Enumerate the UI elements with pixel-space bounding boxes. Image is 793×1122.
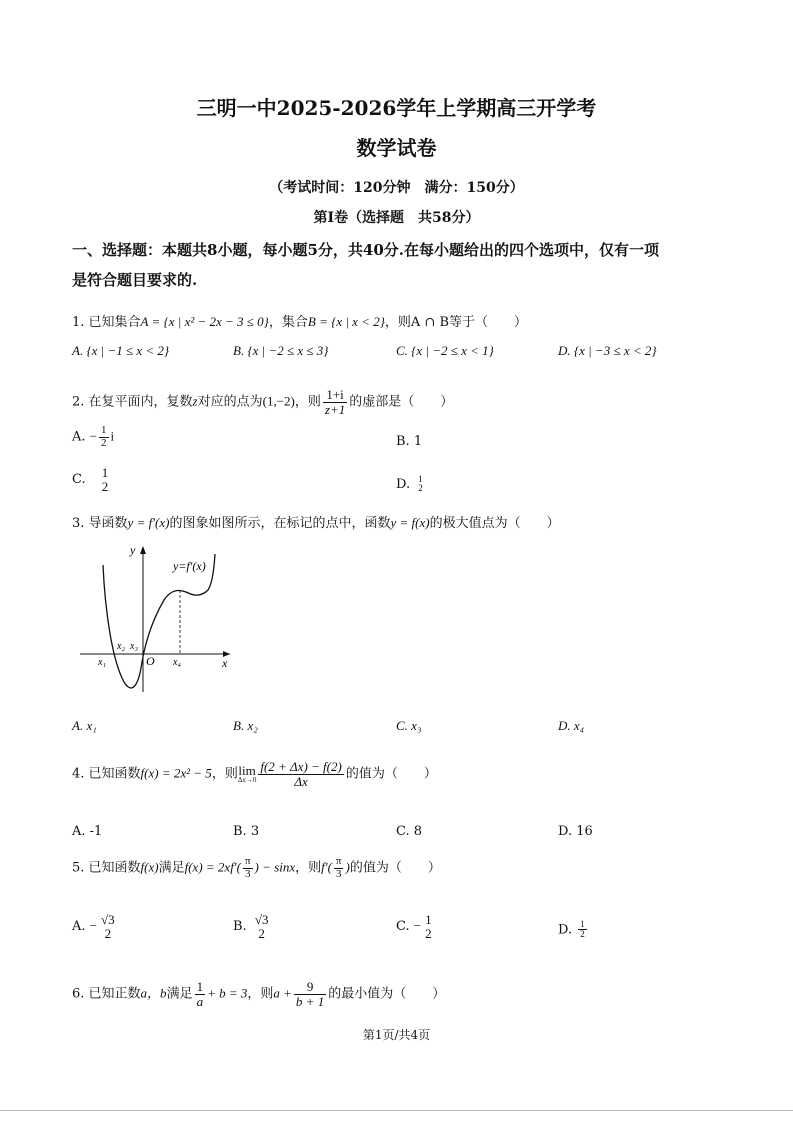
derivative-graph — [72, 540, 242, 700]
section-heading-line2: 是符合题目要求的. — [72, 271, 198, 289]
limit-operator: lim Δx→0 — [237, 763, 257, 785]
q4-option-c[interactable]: C. 8 — [396, 824, 423, 839]
page-bottom-divider — [0, 1110, 793, 1111]
q2-option-d[interactable]: D. 1 2 — [396, 474, 423, 494]
q1-option-c[interactable]: C. {x | −2 ≤ x < 1} — [396, 343, 494, 358]
q5-option-d[interactable]: D. $\frac{1}{2}$ — [558, 919, 585, 940]
q5-option-b[interactable]: B. √3 2 — [233, 912, 269, 941]
q1-option-b[interactable]: B. {x | −2 ≤ x ≤ 3} — [233, 343, 329, 358]
q5-option-a[interactable]: A. − √3 2 — [72, 912, 115, 941]
y-axis-label: y — [130, 543, 136, 557]
q3-option-d[interactable]: D. x₄ — [558, 718, 585, 733]
question-3-stem: 3. 导函数y = f′(x)的图象如图所示，在标记的点中，函数y = f(x)的极大值点为（ ） — [72, 515, 560, 531]
question-5-stem: 5. 已知函数f(x)满足f(x) = 2xf′( $\frac{\pi}{3}$ ) − sinx，则f′( $\frac{\pi}{3}$ )的值为（ ） — [72, 855, 441, 880]
x1-label: x₁ — [98, 657, 106, 668]
x3-label: x₃ — [130, 641, 138, 652]
question-6-stem: 6. 已知正数a，b满足 $\frac{1}{a}$ + b = 3，则a + $\frac{9}{b + 1}$ 的最小值为（ ） — [72, 979, 446, 1009]
page-footer: 第1页/共4页 — [362, 1028, 431, 1042]
section-heading-line1: 一、选择题：本题共8小题，每小题5分，共40分.在每小题给出的四个选项中，仅有一项 — [72, 241, 659, 259]
y-axis-arrow — [140, 546, 146, 554]
curve-label: y=f′(x) — [173, 559, 206, 573]
x2-label: x₂ — [117, 641, 125, 652]
volume-title: 第Ⅰ卷（选择题 共58分） — [313, 210, 480, 226]
q3-option-c[interactable]: C. x₃ — [396, 718, 422, 733]
q4-option-b[interactable]: B. 3 — [233, 824, 260, 839]
origin-label: O — [146, 654, 155, 668]
question-4-stem: 4. 已知函数f(x) = 2x² − 5，则 lim Δx→0 $\frac{f(2 + \Delta x) - f(2)}{\Delta x}$ 的值为（ ） — [72, 759, 437, 789]
q2-option-c[interactable]: C. 1 2 — [72, 465, 109, 494]
q4-option-d[interactable]: D. 16 — [558, 824, 593, 839]
question-2-stem: 2. 在复平面内，复数z对应的点为(1,−2)，则 $\frac{1+i}{z+1}$ 的虚部是（ ） — [72, 387, 454, 417]
set-a: A = {x | x² − 2x − 3 ≤ 0} — [140, 314, 269, 329]
derivative-curve — [103, 554, 215, 688]
exam-info: （考试时间：120分钟 满分：150分） — [269, 180, 524, 196]
q2-fraction: $\frac{1+i}{z+1}$ — [324, 387, 346, 417]
subject-title: 数学试卷 — [356, 136, 437, 160]
x4-label: x₄ — [173, 657, 181, 668]
set-b: B = {x | x < 2} — [307, 314, 385, 329]
q1-option-d[interactable]: D. {x | −3 ≤ x < 2} — [558, 343, 657, 358]
q2-option-a[interactable]: A. − $\frac{1}{2}$ i — [72, 424, 115, 449]
q4-fraction: $\frac{f(2 + \Delta x) - f(2)}{\Delta x}$ — [260, 759, 342, 789]
q1-option-a[interactable]: A. {x | −1 ≤ x < 2} — [72, 343, 170, 358]
q3-option-a[interactable]: A. x₁ — [72, 718, 97, 733]
question-1-stem: 1. 已知集合A = {x | x² − 2x − 3 ≤ 0}，集合B = {x | x < 2}，则A ∩ B等于（ ） — [72, 314, 528, 330]
q2-option-b[interactable]: B. 1 — [396, 434, 423, 449]
q4-option-a[interactable]: A. -1 — [72, 824, 103, 839]
q5-option-c[interactable]: C. − 1 2 — [396, 912, 432, 941]
x-axis-label: x — [222, 656, 228, 670]
exam-title: 三明一中2025-2026学年上学期高三开学考 — [196, 96, 597, 120]
q3-option-b[interactable]: B. x₂ — [233, 718, 258, 733]
